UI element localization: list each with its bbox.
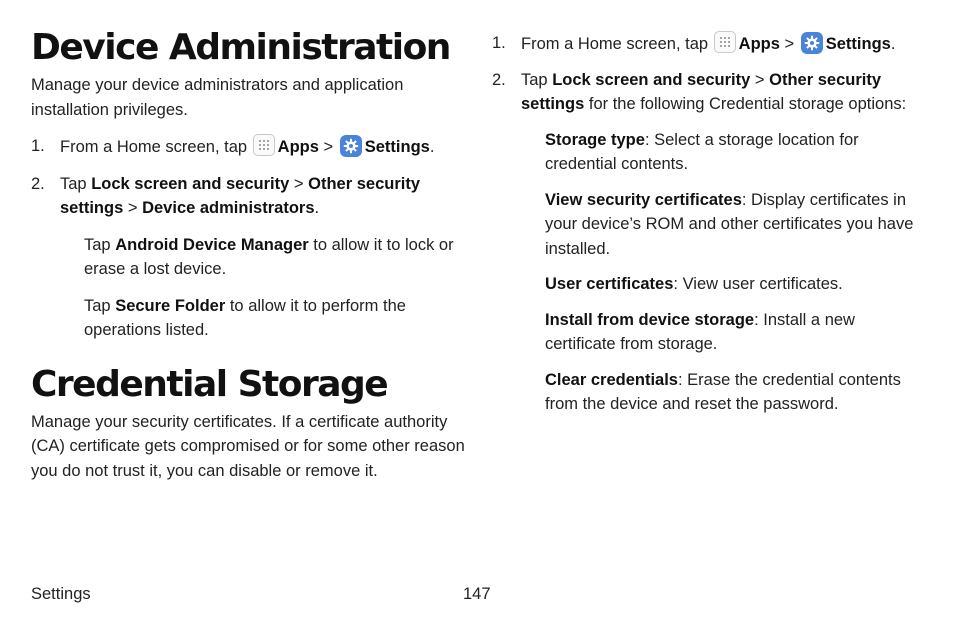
sub-text: Tap: [84, 296, 111, 315]
step-number: 1.: [31, 137, 45, 155]
step-text: Tap: [60, 174, 87, 193]
device-admin-step-1: [31, 134, 471, 160]
step-text: From a Home screen, tap: [60, 138, 248, 156]
page-title: Device Administration: [31, 27, 450, 68]
lock-screen-label: Lock screen and security: [91, 174, 290, 193]
sub-text: to allow it to perform the operations listed.: [84, 296, 406, 339]
option-label: User certificates: [545, 275, 674, 293]
secure-folder-label: Secure Folder: [115, 296, 226, 315]
option-desc: : View user certificates.: [673, 275, 843, 293]
credential-step-2: [492, 68, 922, 117]
chevron-separator: >: [323, 138, 334, 156]
install-from-device-storage-option: [492, 308, 922, 357]
credential-step-1: [492, 31, 922, 57]
chevron-separator: >: [293, 174, 304, 193]
secure-folder-item: [31, 294, 471, 343]
step-number: 1.: [492, 34, 506, 52]
device-administrators-label: Device administrators: [142, 199, 315, 217]
sub-text: to allow it to lock or erase a lost device.: [84, 235, 454, 278]
step-text: From a Home screen, tap: [521, 35, 709, 53]
android-device-manager-label: Android Device Manager: [115, 235, 309, 254]
user-certificates-option: [492, 272, 922, 297]
footer-section-name: Settings: [31, 585, 91, 603]
option-label: Storage type: [545, 130, 645, 149]
apps-grid-icon: [714, 31, 736, 53]
sub-text: Tap: [84, 235, 111, 254]
settings-label: Settings: [364, 138, 430, 156]
other-security-label: Other security settings: [60, 174, 420, 217]
settings-gear-icon: [801, 32, 823, 54]
period: .: [429, 138, 435, 156]
clear-credentials-option: [492, 368, 922, 417]
option-desc: : Display certificates in your device’s ROM and other certificates you have installed.: [545, 190, 914, 258]
android-device-manager-item: [31, 233, 471, 282]
period: .: [890, 35, 896, 53]
lock-screen-label: Lock screen and security: [552, 70, 751, 89]
page-number: 147: [463, 585, 491, 603]
left-column: [31, 26, 471, 483]
apps-grid-icon: [253, 134, 275, 156]
right-column: [492, 31, 922, 428]
chevron-separator: >: [784, 35, 795, 53]
option-desc: : Install a new certificate from storage.: [545, 310, 855, 353]
device-admin-step-2: [31, 172, 471, 221]
view-security-certificates-option: [492, 188, 922, 262]
chevron-separator: >: [127, 199, 138, 217]
credential-intro: Manage your security certificates. If a certificate authority (CA) certificate gets compromised or for some other reason you do not trust it, you can disable or remove it.: [31, 412, 465, 480]
apps-label: Apps: [738, 35, 780, 53]
settings-gear-icon: [340, 135, 362, 157]
settings-label: Settings: [825, 35, 891, 53]
option-label: Clear credentials: [545, 370, 678, 389]
option-label: View security certificates: [545, 190, 742, 209]
step-text: Tap: [521, 70, 548, 89]
option-desc: : Select a storage location for credential contents.: [545, 130, 859, 173]
device-admin-intro: Manage your device administrators and application installation privileges.: [31, 76, 404, 119]
option-desc: : Erase the credential contents from the device and reset the password.: [545, 370, 901, 413]
section-title: Credential Storage: [31, 363, 388, 405]
period: .: [314, 199, 320, 217]
chevron-separator: >: [754, 70, 765, 89]
step-number: 2.: [492, 70, 506, 89]
step-text: for the following Credential storage options:: [588, 95, 907, 113]
option-label: Install from device storage: [545, 310, 755, 329]
step-number: 2.: [31, 174, 45, 193]
storage-type-option: [492, 128, 922, 177]
apps-label: Apps: [277, 138, 319, 156]
other-security-label: Other security settings: [521, 70, 881, 113]
